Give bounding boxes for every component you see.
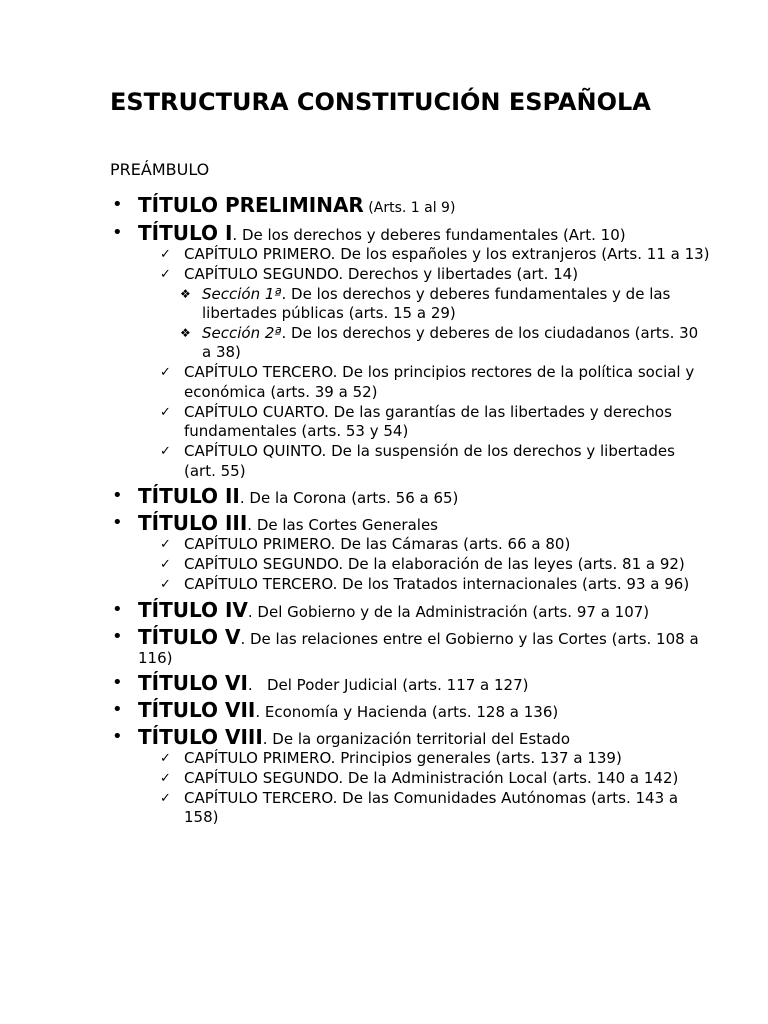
title-heading: TÍTULO IV bbox=[138, 597, 248, 622]
title-item-4 bbox=[110, 598, 710, 622]
title-item-1 bbox=[110, 221, 728, 481]
chapter-item: ✓ CAPÍTULO CUARTO. De las garantías de las libertades y derechos fundamentales (arts. 53 y 54) bbox=[156, 403, 710, 442]
section-item bbox=[184, 285, 710, 324]
section-label: Sección 1ª bbox=[202, 284, 282, 303]
titles-list bbox=[110, 191, 728, 831]
title-item-3 bbox=[110, 511, 710, 595]
title-item-preliminar bbox=[110, 193, 710, 218]
title-item-5 bbox=[110, 625, 710, 668]
title-text: . De la organización territorial del Estado bbox=[262, 729, 570, 748]
title-text: . Del Poder Judicial (arts. 117 a 127) bbox=[247, 675, 529, 694]
title-item-7 bbox=[110, 698, 710, 722]
title-text: . De las Cortes Generales bbox=[247, 516, 438, 534]
title-text: (Arts. 1 al 9) bbox=[363, 200, 456, 216]
section-label: Sección 2ª bbox=[202, 323, 282, 342]
chapter-list bbox=[156, 245, 728, 481]
section-text: . De los derechos y deberes de los ciudadanos (arts. 30 a 38) bbox=[202, 323, 699, 361]
chapter-list bbox=[156, 749, 710, 828]
chapter-item: ✓ CAPÍTULO PRIMERO. De las Cámaras (arts. 66 a 80) bbox=[156, 535, 710, 555]
title-heading: TÍTULO III bbox=[138, 511, 248, 535]
section-text: . De los derechos y deberes fundamentales y de las libertades públicas (arts. 15 a 29) bbox=[202, 284, 671, 322]
title-item-6 bbox=[110, 671, 710, 695]
chapter-list bbox=[156, 535, 710, 595]
chapter-item bbox=[156, 265, 710, 363]
chapter-item: ✓ CAPÍTULO PRIMERO. De los españoles y los extranjeros (Arts. 11 a 13) bbox=[156, 245, 710, 265]
title-text: . Economía y Hacienda (arts. 128 a 136) bbox=[255, 702, 559, 721]
chapter-item: ✓ CAPÍTULO QUINTO. De la suspensión de los derechos y libertades (art. 55) bbox=[156, 442, 710, 481]
title-item-8 bbox=[110, 725, 710, 828]
section-list bbox=[184, 285, 710, 363]
chapter-item: ✓ CAPÍTULO TERCERO. De las Comunidades Autónomas (arts. 143 a 158) bbox=[156, 789, 710, 828]
title-heading: TÍTULO VI bbox=[138, 670, 248, 695]
title-item-2 bbox=[110, 484, 710, 508]
title-heading: TÍTULO II bbox=[138, 484, 240, 508]
chapter-item: ✓ CAPÍTULO SEGUNDO. De la elaboración de las leyes (arts. 81 a 92) bbox=[156, 555, 710, 575]
preamble-heading: PREÁMBULO bbox=[110, 160, 210, 179]
title-heading: TÍTULO VII bbox=[138, 697, 256, 722]
title-heading: TÍTULO V bbox=[138, 624, 241, 649]
chapter-item: ✓ CAPÍTULO TERCERO. De los Tratados internacionales (arts. 93 a 96) bbox=[156, 575, 710, 595]
title-heading: TÍTULO I bbox=[138, 221, 233, 245]
section-item bbox=[184, 324, 710, 363]
document-title: ESTRUCTURA CONSTITUCIÓN ESPAÑOLA bbox=[110, 88, 651, 116]
title-heading: TÍTULO PRELIMINAR bbox=[138, 193, 364, 217]
title-text: . Del Gobierno y de la Administración (arts. 97 a 107) bbox=[247, 602, 650, 621]
chapter-item: ✓ CAPÍTULO TERCERO. De los principios rectores de la política social y económica (arts. 39 a 52) bbox=[156, 363, 710, 402]
title-heading: TÍTULO VIII bbox=[138, 724, 263, 749]
title-text: . De los derechos y deberes fundamentales (Art. 10) bbox=[232, 226, 626, 244]
title-text: . De las relaciones entre el Gobierno y las Cortes (arts. 108 a 116) bbox=[138, 629, 699, 667]
title-text: . De la Corona (arts. 56 a 65) bbox=[239, 489, 459, 507]
chapter-text: CAPÍTULO SEGUNDO. Derechos y libertades (art. 14) bbox=[184, 265, 579, 283]
chapter-item: ✓ CAPÍTULO SEGUNDO. De la Administración Local (arts. 140 a 142) bbox=[156, 769, 710, 789]
chapter-item: ✓ CAPÍTULO PRIMERO. Principios generales (arts. 137 a 139) bbox=[156, 749, 710, 769]
